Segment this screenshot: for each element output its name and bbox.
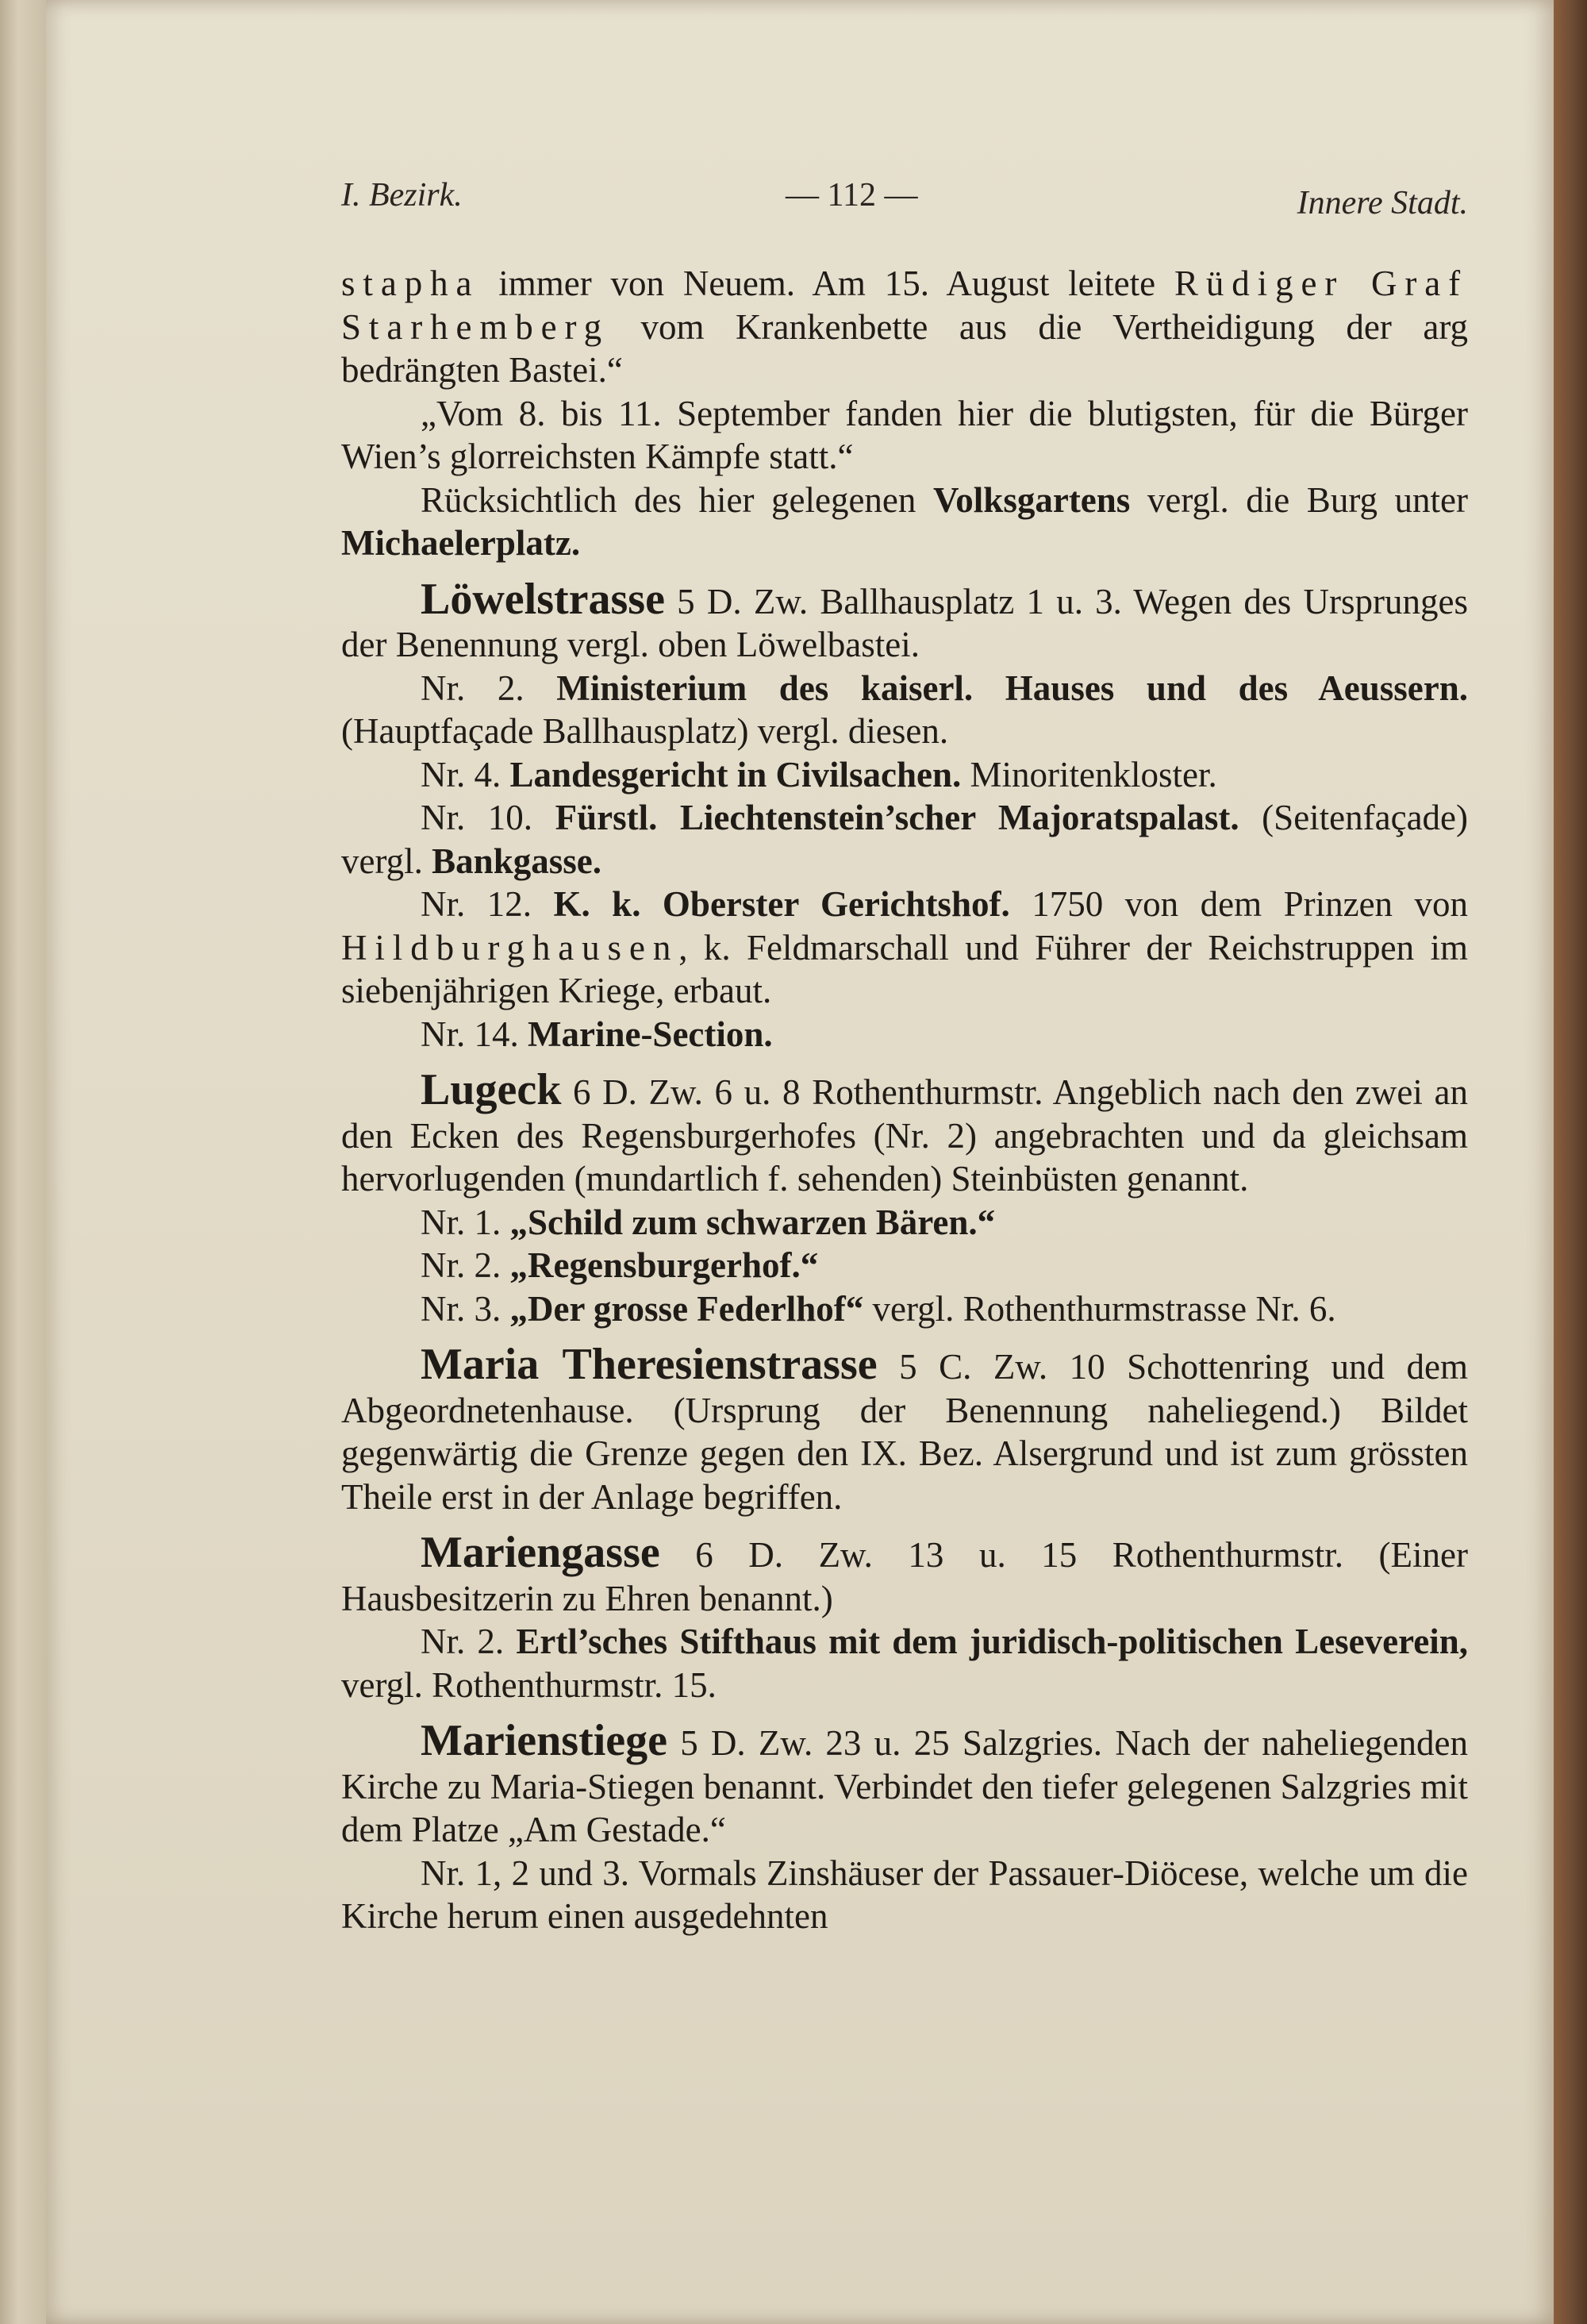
text-run: Nr. 14. xyxy=(421,1014,528,1054)
text-run: Nr. 10. xyxy=(421,798,555,837)
text-run: Nr. 1, 2 und 3. Vormals Zinshäuser der Passauer-Diöcese, welche um die Kirche herum einen ausgedehnten xyxy=(341,1853,1468,1936)
paragraph xyxy=(341,1528,1468,1620)
bold-term: „Regensburgerhof.“ xyxy=(509,1245,819,1285)
paragraph xyxy=(341,392,1468,479)
paragraph xyxy=(341,796,1468,883)
text-run: immer von Neuem. Am 15. August leitete xyxy=(479,264,1174,303)
bold-term: Michaelerplatz. xyxy=(341,523,581,563)
running-header xyxy=(341,176,1468,232)
text-run: 1750 von dem Prinzen von xyxy=(1009,884,1469,924)
text-run: Minoritenkloster. xyxy=(961,754,1217,795)
bold-term: Bankgasse. xyxy=(432,841,601,881)
bold-term: K. k. Oberster Gerichtshof. xyxy=(553,884,1010,924)
paragraph xyxy=(341,1852,1468,1938)
text-run: (Seitenfaçade) vergl. xyxy=(341,798,1469,881)
text-run: vom Krankenbette aus die Vertheidigung der arg bedrängten Bastei.“ xyxy=(341,306,1468,390)
entry-headword: Lugeck xyxy=(421,1065,562,1114)
text-run: vergl. die Burg unter xyxy=(1130,479,1468,520)
bold-term: Ertl’sches Stifthaus mit dem juridisch-politischen Leseverein, xyxy=(516,1622,1468,1661)
header-area: Innere Stadt. xyxy=(1297,185,1468,221)
entry-headword: Löwelstrasse xyxy=(421,574,665,624)
text-run: Nr. 12. xyxy=(421,884,554,924)
text-run: , k. Feldmarschall und Führer der Reichstruppen im siebenjährigen Kriege, erbaut. xyxy=(341,927,1468,1010)
paragraph xyxy=(341,1620,1468,1706)
paragraph xyxy=(341,1013,1468,1056)
bold-term: Marine-Section. xyxy=(528,1014,773,1054)
text-run: Nr. 2. xyxy=(421,668,557,708)
paragraph xyxy=(341,574,1468,667)
paragraph xyxy=(341,479,1468,565)
text-run: vergl. Rothenthurmstr. 15. xyxy=(341,1664,717,1705)
text-run: 5 D. Zw. Ballhausplatz 1 u. 3. Wegen des Ursprunges der Benennung vergl. oben Löwelbastei. xyxy=(341,581,1468,664)
bold-term: Landesgericht in Civilsachen. xyxy=(509,754,962,795)
text-run: 5 C. Zw. 10 Schottenring und dem Abgeordnetenhause. (Ursprung der Benennung naheliegend.) Bildet gegenwärtig die Grenze gegen den IX. Bez. Alsergrund und ist zum grössten Theile erst in der Anlage begriffen. xyxy=(341,1347,1468,1517)
entry-headword: Maria Theresienstrasse xyxy=(421,1340,878,1389)
bold-term: Fürstl. Liechtenstein’scher Majoratspalast. xyxy=(555,798,1239,837)
bold-term: „Der grosse Federlhof“ xyxy=(509,1288,864,1329)
paragraph xyxy=(341,1065,1468,1201)
header-district: I. Bezirk. xyxy=(341,177,463,214)
page-number: — 112 — xyxy=(786,177,918,214)
entry-headword: Marienstiege xyxy=(421,1716,667,1765)
entry-headword: Mariengasse xyxy=(421,1528,660,1577)
text-run: Nr. 3. xyxy=(421,1288,510,1329)
text-run: 6 D. Zw. 13 u. 15 Rothenthurmstr. (Einer Hausbesitzerin zu Ehren benannt.) xyxy=(341,1535,1468,1618)
spaced-name: Hildburghausen xyxy=(341,927,679,968)
text-run: „Vom 8. bis 11. September fanden hier die blutigsten, für die Bürger Wien’s glorreichsten Kämpfe statt.“ xyxy=(341,393,1468,476)
page-body xyxy=(341,262,1468,1938)
text-run: (Hauptfaçade Ballhausplatz) vergl. diesen. xyxy=(341,711,949,751)
paragraph xyxy=(341,883,1468,1013)
spaced-name: stapha xyxy=(341,264,480,303)
paragraph xyxy=(341,753,1468,797)
paragraph xyxy=(341,1340,1468,1518)
paragraph xyxy=(341,262,1468,392)
paragraph xyxy=(341,1287,1468,1331)
text-run: Nr. 1. xyxy=(421,1202,510,1242)
text-run: 5 D. Zw. 23 u. 25 Salzgries. Nach der naheliegenden Kirche zu Maria-Stiegen benannt. Verbindet den tiefer gelegenen Salzgries mit dem Platze „Am Gestade.“ xyxy=(341,1723,1468,1849)
text-run: Nr. 4. xyxy=(421,754,510,795)
paragraph xyxy=(341,1244,1468,1287)
spaced-name: Rüdiger Graf Starhemberg xyxy=(341,264,1469,347)
text-run: 6 D. Zw. 6 u. 8 Rothenthurmstr. Angeblich nach den zwei an den Ecken des Regensburgerhofes (Nr. 2) angebrachten und da gleichsam hervorlugenden (mundartlich f. sehenden) Steinbüsten genannt. xyxy=(341,1072,1468,1199)
paragraph xyxy=(341,667,1468,753)
bold-term: „Schild zum schwarzen Bären.“ xyxy=(509,1202,996,1242)
text-run: Rücksichtlich des hier gelegenen xyxy=(421,479,933,520)
paragraph xyxy=(341,1716,1468,1852)
book-gutter xyxy=(0,0,46,2324)
bold-term: Ministerium des kaiserl. Hauses und des Aeussern. xyxy=(556,668,1468,708)
text-run: Nr. 2. xyxy=(421,1245,510,1285)
book-cover-edge xyxy=(1554,0,1587,2324)
paragraph xyxy=(341,1201,1468,1245)
bold-term: Volksgartens xyxy=(932,479,1131,520)
text-run: Nr. 2. xyxy=(421,1622,517,1661)
text-run: vergl. Rothenthurmstrasse Nr. 6. xyxy=(863,1288,1336,1329)
